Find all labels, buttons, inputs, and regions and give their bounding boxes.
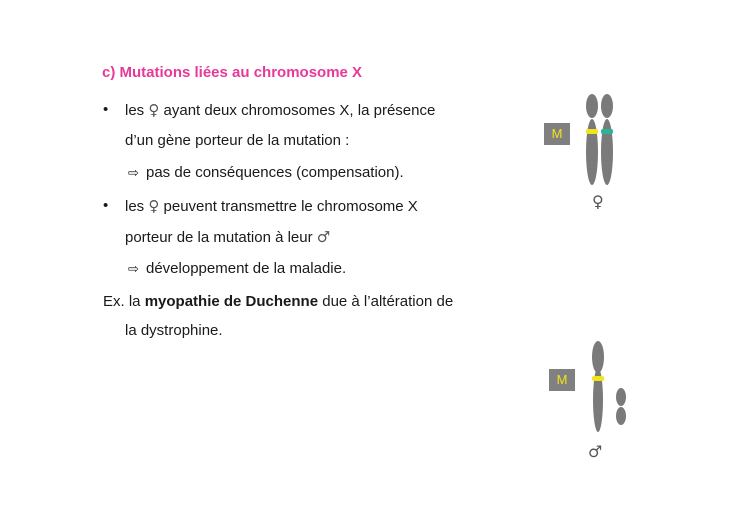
section-heading: c) Mutations liées au chromosome X	[102, 64, 363, 81]
text: les	[125, 198, 149, 215]
mutation-band	[586, 129, 598, 134]
bullet-2-result	[128, 260, 346, 277]
bullet-1-result	[128, 164, 404, 181]
text: développement de la maladie.	[146, 260, 347, 277]
text: porteur de la mutation à leur	[125, 229, 317, 246]
example-line-2: la dystrophine.	[125, 322, 223, 339]
bullet-2-line-1	[125, 197, 418, 215]
mutation-band	[592, 376, 604, 381]
female-chromosome-pair-diagram	[580, 92, 620, 188]
chromosome-arm	[601, 94, 613, 118]
chromosome-arm	[616, 407, 626, 425]
text: pas de conséquences (compensation).	[146, 164, 404, 181]
disease-name: myopathie de Duchenne	[144, 293, 319, 310]
mutation-label-box: M	[549, 369, 575, 391]
text: les	[125, 102, 149, 119]
male-chromosome-pair-diagram	[586, 340, 632, 436]
female-symbol-icon: ♀	[592, 192, 604, 211]
text: due à l’altération de	[318, 293, 454, 310]
right-arrow-icon: ⇨	[128, 166, 139, 181]
text: ayant deux chromosomes X, la présence	[159, 102, 436, 119]
chromosome-arm	[601, 119, 613, 185]
chromosome-arm	[586, 94, 598, 118]
normal-band	[601, 129, 613, 134]
chromosome-arm	[586, 119, 598, 185]
text: peuvent transmettre le chromosome X	[159, 198, 418, 215]
right-arrow-icon: ⇨	[128, 262, 139, 277]
female-symbol-icon: ♀	[148, 101, 160, 119]
bullet-2-line-2	[125, 228, 330, 246]
text: Ex. la	[103, 293, 145, 310]
male-symbol-icon: ♂	[588, 442, 603, 461]
bullet-dot: •	[103, 197, 109, 214]
female-symbol-icon: ♀	[148, 197, 160, 215]
chromosome-arm	[616, 388, 626, 406]
male-symbol-icon: ♂	[316, 228, 331, 246]
example-line-1	[103, 293, 453, 310]
bullet-dot: •	[103, 101, 109, 118]
mutation-label-box: M	[544, 123, 570, 145]
bullet-1-line-1	[125, 101, 435, 119]
bullet-1-line-2: d’un gène porteur de la mutation :	[125, 132, 350, 149]
